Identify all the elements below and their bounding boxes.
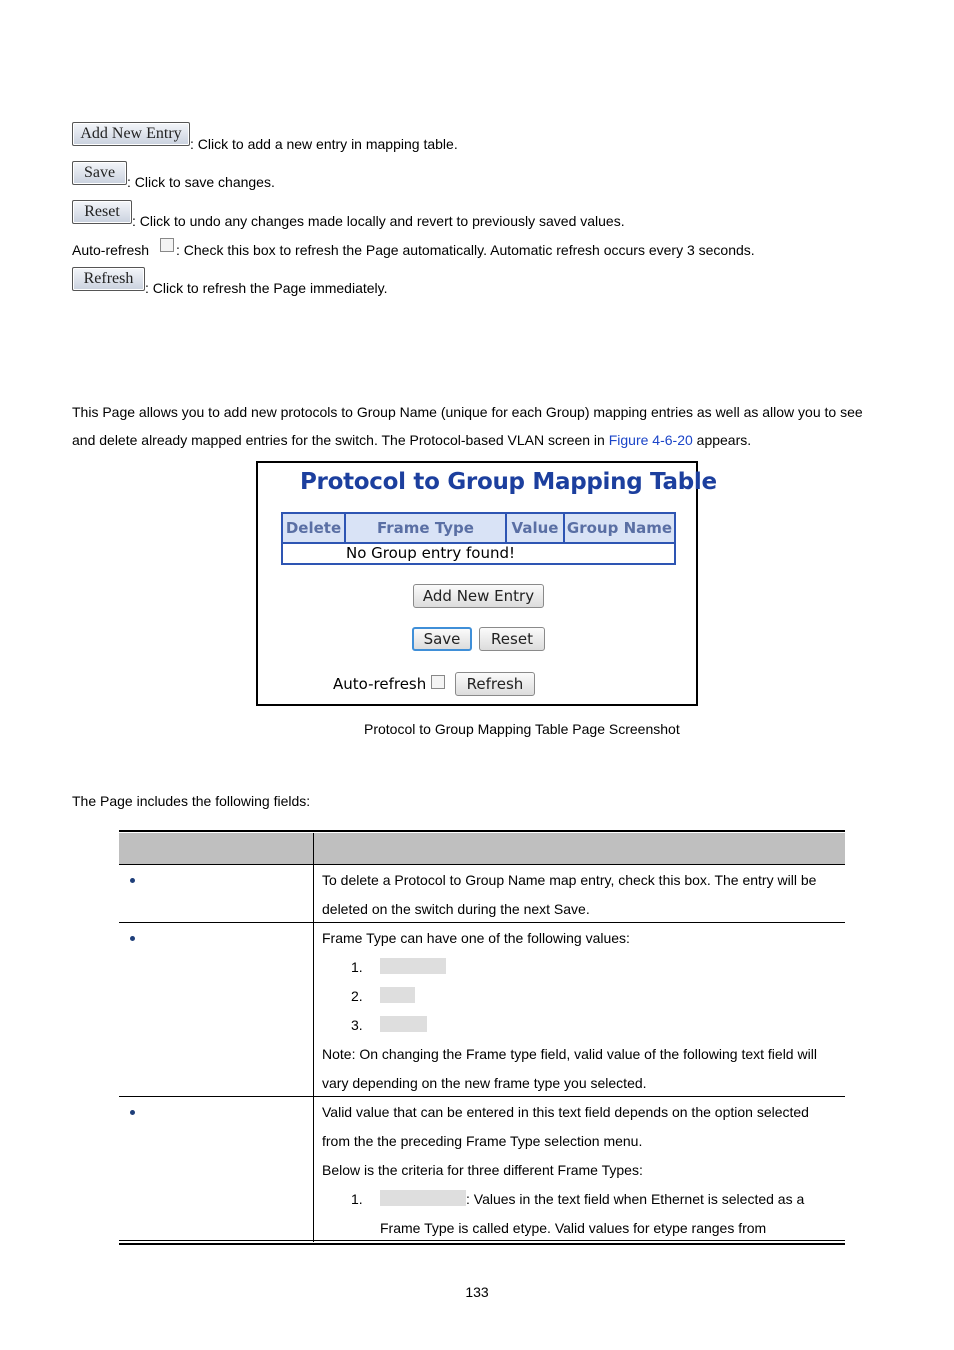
intro-paragraph <box>72 398 892 454</box>
row2-item1-number: 1. <box>351 959 363 975</box>
reset-description: : Click to undo any changes made locally and revert to previously saved values. <box>132 213 625 229</box>
refresh-button[interactable]: Refresh <box>455 672 535 696</box>
add-new-entry-description: : Click to add a new entry in mapping table. <box>190 136 458 152</box>
row3-bullet <box>130 1110 135 1115</box>
row2-item1-redacted <box>380 958 446 974</box>
mapping-table-header <box>283 514 674 542</box>
auto-refresh-description: : Check this box to refresh the Page automatically. Automatic refresh occurs every 3 seconds. <box>176 242 755 258</box>
row2-note2: vary depending on the new frame type you selected. <box>322 1075 647 1091</box>
row3-item1-text: : Values in the text field when Ethernet is selected as a <box>466 1191 805 1207</box>
row2-note1: Note: On changing the Frame type field, valid value of the following text field will <box>322 1046 817 1062</box>
column-group-name: Group Name <box>566 519 673 537</box>
save-button[interactable]: Save <box>412 627 472 651</box>
reset-button-image: Reset <box>72 200 132 224</box>
table-top-rule <box>119 830 845 832</box>
table-bottom-rule-1 <box>119 1240 845 1241</box>
intro-line-2-end: appears. <box>692 432 752 448</box>
mapping-table <box>281 512 676 565</box>
row1-line1: To delete a Protocol to Group Name map entry, check this box. The entry will be <box>322 872 817 888</box>
row2-bullet <box>130 936 135 941</box>
row2-line1: Frame Type can have one of the following values: <box>322 930 630 946</box>
fields-table <box>119 830 845 1244</box>
row1-line2: deleted on the switch during the next Save. <box>322 901 590 917</box>
row2-item2-number: 2. <box>351 988 363 1004</box>
screenshot-auto-refresh-label: Auto-refresh <box>333 675 427 693</box>
row2-item3-number: 3. <box>351 1017 363 1033</box>
table-bottom-rule-2 <box>119 1243 845 1245</box>
row2-rule <box>119 1096 845 1097</box>
refresh-description: : Click to refresh the Page immediately. <box>145 280 388 296</box>
column-frame-type: Frame Type <box>346 514 507 542</box>
add-new-entry-button-image: Add New Entry <box>72 122 190 146</box>
reset-button[interactable]: Reset <box>479 627 545 651</box>
row3-line1: Valid value that can be entered in this text field depends on the option selected <box>322 1104 809 1120</box>
header-bottom-rule <box>119 864 845 865</box>
figure-caption: Protocol to Group Mapping Table Page Screenshot <box>364 721 680 737</box>
save-description: : Click to save changes. <box>127 174 275 190</box>
table-column-divider <box>313 833 314 1242</box>
intro-line-2 <box>72 426 892 454</box>
add-new-entry-button[interactable]: Add New Entry <box>413 584 544 608</box>
row3-item1-redacted <box>380 1190 466 1206</box>
column-value: Value <box>507 514 565 542</box>
auto-refresh-checkbox-image <box>160 238 174 252</box>
row3-line3: Below is the criteria for three different Frame Types: <box>322 1162 643 1178</box>
fields-intro: The Page includes the following fields: <box>72 793 311 809</box>
row1-bullet <box>130 878 135 883</box>
row3-item1-number: 1. <box>351 1191 363 1207</box>
column-delete: Delete <box>283 514 346 542</box>
auto-refresh-checkbox[interactable] <box>431 675 445 689</box>
figure-link[interactable]: Figure 4-6-20 <box>608 432 693 448</box>
row1-rule <box>119 922 845 923</box>
refresh-button-image: Refresh <box>72 267 145 291</box>
row3-line2: from the the preceding Frame Type selection menu. <box>322 1133 643 1149</box>
table-header-row <box>119 833 845 864</box>
row3-item1-line2: Frame Type is called etype. Valid values for etype ranges from <box>380 1220 767 1236</box>
row2-item2-redacted <box>380 987 415 1003</box>
protocol-group-mapping-screenshot <box>256 461 717 706</box>
empty-row <box>283 542 674 563</box>
auto-refresh-label: Auto-refresh <box>72 242 150 258</box>
intro-line-1: This Page allows you to add new protocols to Group Name (unique for each Group) mapping entries as well as allow you to see <box>72 404 863 420</box>
page-number: 133 <box>465 1284 489 1300</box>
intro-line-2-text: and delete already mapped entries for the switch. The Protocol-based VLAN screen in <box>72 432 609 448</box>
save-button-image: Save <box>72 161 127 185</box>
screenshot-title: Protocol to Group Mapping Table <box>300 469 717 495</box>
empty-message: No Group entry found! <box>346 544 516 562</box>
row2-item3-redacted <box>380 1016 427 1032</box>
